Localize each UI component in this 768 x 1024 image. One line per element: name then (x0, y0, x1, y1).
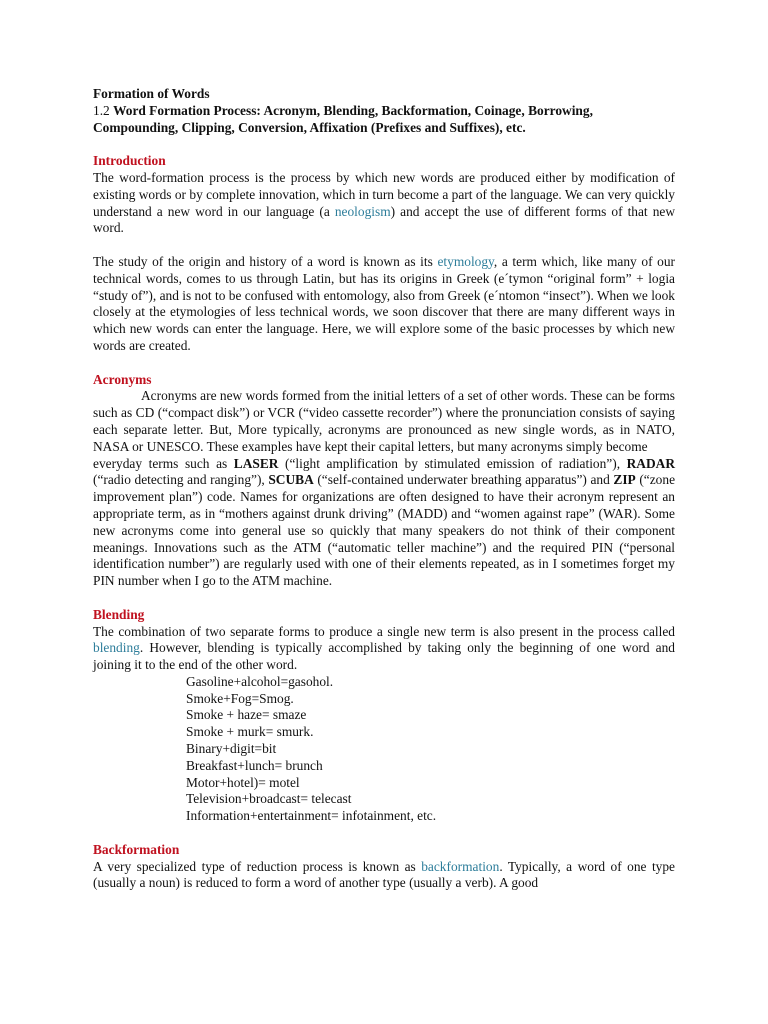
list-item: Television+broadcast= telecast (186, 791, 352, 807)
list-item: Smoke + haze= smaze (186, 707, 307, 723)
list-item: Breakfast+lunch= brunch (186, 757, 323, 773)
heading-acronyms: Acronyms (93, 371, 152, 387)
link-neologism[interactable]: neologism (334, 203, 391, 219)
link-blending[interactable]: blending (93, 640, 140, 656)
list-item: Smoke+Fog=Smog. (186, 690, 294, 706)
heading-backformation: Backformation (93, 841, 180, 857)
subtitle-text: Word Formation Process: Acronym, Blending, Backformation, Coinage, Borrowing, Compounding, Clipping, Conversion, Affixation (Prefixes and Suffixes), etc. (93, 102, 593, 135)
subtitle-number: 1.2 (93, 102, 114, 118)
list-item: Smoke + murk= smurk. (186, 724, 314, 740)
intro-paragraph-2: The study of the origin and history of a word is known as its etymology, a term which, like many of our technical words, comes to us through Latin, but has its origins in Greek (e´tymon “original form” + logia “study of”), and is not to be confused with entomology, also from Greek (e´ntomon “insect”). When we look closely at the etymologies of less technical words, we soon discover that there are many different ways in which new words can enter the language. Here, we will explore some of the basic processes by which new words are created. (93, 253, 676, 353)
list-item: Gasoline+alcohol=gasohol. (186, 673, 334, 689)
heading-introduction: Introduction (93, 153, 166, 169)
acronyms-paragraph-2: everyday terms such as LASER (“light amplification by stimulated emission of radiation”), RADAR (“radio detecting and ranging”), SCUBA (“self-contained underwater breathing apparatus”) and ZIP (“zone improvement plan”) code. Names for organizations are often designed to have their acronym represent an appropriate term, as in “mothers against drunk driving” (MADD) and “women against rape” (WAR). Some new acronyms come into general use so quickly that many speakers do not think of their component meanings. Innovations such as the ATM (“automatic teller machine”) and the required PIN (“personal identification number”) are regularly used with one of their elements repeated, as in I sometimes forget my PIN number when I go to the ATM machine. (93, 455, 676, 589)
document-page (93, 86, 675, 892)
keyword-laser: LASER (233, 455, 279, 471)
backformation-paragraph: A very specialized type of reduction process is known as backformation. Typically, a word of one type (usually a noun) is reduced to form a word of another type (usually a verb). A good (93, 858, 675, 891)
heading-blending: Blending (93, 606, 145, 622)
keyword-zip: ZIP (613, 472, 636, 488)
intro-paragraph-1: The word-formation process is the process by which new words are produced either by modification of existing words or by complete innovation, which in turn become a part of the language. We can very quickly understand a new word in our language (a neologism) and accept the use of different forms of that new word. (93, 169, 676, 236)
link-etymology[interactable]: etymology (437, 253, 494, 269)
acronyms-paragraph-1: Acronyms are new words formed from the initial letters of a set of other words. These can be forms such as CD (“compact disk”) or VCR (“video cassette recorder”) where the pronunciation consists of saying each separate letter. But, More typically, acronyms are pronounced as new single words, as in NATO, NASA or UNESCO. These examples have kept their capital letters, but many acronyms simply become (93, 388, 675, 454)
keyword-scuba: SCUBA (268, 472, 314, 488)
blending-examples-list (93, 674, 675, 825)
doc-title: Formation of Words (93, 86, 210, 101)
keyword-radar: RADAR (626, 455, 675, 471)
blending-paragraph: The combination of two separate forms to produce a single new term is also present in the process called blending. However, blending is typically accomplished by taking only the beginning of one word and joining it to the end of the other word. (93, 623, 675, 673)
list-item: Binary+digit=bit (186, 741, 277, 757)
list-item: Information+entertainment= infotainment, etc. (186, 808, 437, 824)
link-backformation[interactable]: backformation (421, 858, 500, 874)
doc-subtitle (93, 103, 675, 137)
list-item: Motor+hotel)= motel (186, 774, 300, 790)
